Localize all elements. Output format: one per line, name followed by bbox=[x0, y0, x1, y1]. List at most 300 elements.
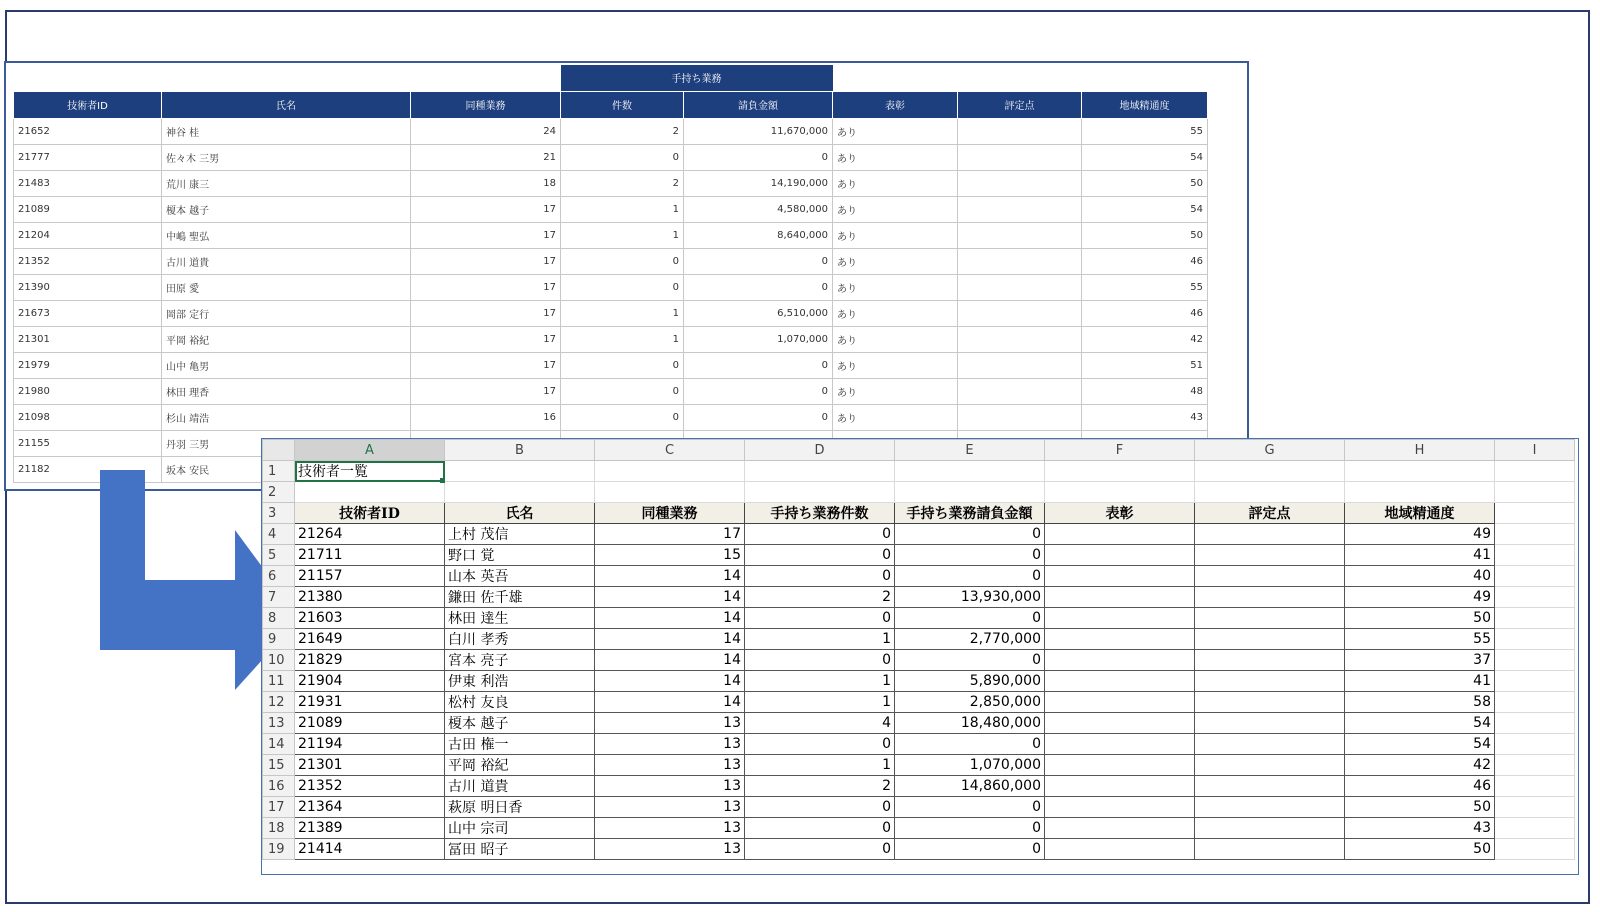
report-cell: 中嶋 聖弘 bbox=[162, 222, 411, 248]
report-column-header[interactable]: 評定点 bbox=[958, 91, 1082, 118]
cell[interactable]: 宮本 亮子 bbox=[445, 650, 595, 671]
report-cell: あり bbox=[833, 248, 958, 274]
row-header[interactable]: 4 bbox=[263, 524, 295, 545]
cell[interactable] bbox=[1495, 839, 1575, 860]
cell[interactable]: 13 bbox=[595, 734, 745, 755]
cell[interactable]: 50 bbox=[1345, 839, 1495, 860]
excel-data-row bbox=[263, 755, 1575, 776]
cell[interactable] bbox=[1195, 608, 1345, 629]
report-column-header[interactable]: 請負金額 bbox=[684, 91, 833, 118]
report-cell: 24 bbox=[411, 118, 561, 144]
cell[interactable]: 58 bbox=[1345, 692, 1495, 713]
report-cell: 43 bbox=[1082, 404, 1208, 430]
report-cell: 21098 bbox=[14, 404, 162, 430]
cell[interactable] bbox=[1045, 797, 1195, 818]
report-column-header[interactable]: 氏名 bbox=[162, 91, 411, 118]
cell-a1-title[interactable]: 技術者一覧 bbox=[295, 461, 445, 482]
cell[interactable] bbox=[1045, 776, 1195, 797]
report-cell: 17 bbox=[411, 352, 561, 378]
cell[interactable] bbox=[1195, 692, 1345, 713]
report-cell: 17 bbox=[411, 378, 561, 404]
cell[interactable]: 13 bbox=[595, 839, 745, 860]
row-header[interactable]: 15 bbox=[263, 755, 295, 776]
report-cell: 21483 bbox=[14, 170, 162, 196]
report-cell: 16 bbox=[411, 404, 561, 430]
report-cell: 山中 亀男 bbox=[162, 352, 411, 378]
cell[interactable]: 21364 bbox=[295, 797, 445, 818]
cell[interactable] bbox=[1495, 482, 1575, 503]
report-cell: 0 bbox=[684, 378, 833, 404]
report-cell: 17 bbox=[411, 196, 561, 222]
cell[interactable] bbox=[1345, 482, 1495, 503]
report-column-header[interactable]: 同種業務 bbox=[411, 91, 561, 118]
cell[interactable]: 0 bbox=[895, 734, 1045, 755]
report-cell: 17 bbox=[411, 248, 561, 274]
report-cell: 神谷 桂 bbox=[162, 118, 411, 144]
cell[interactable]: 41 bbox=[1345, 545, 1495, 566]
report-cell: 4,580,000 bbox=[684, 196, 833, 222]
cell[interactable] bbox=[1495, 545, 1575, 566]
row-header[interactable]: 11 bbox=[263, 671, 295, 692]
report-cell: 21673 bbox=[14, 300, 162, 326]
cell[interactable]: 上村 茂信 bbox=[445, 524, 595, 545]
cell[interactable]: 14 bbox=[595, 629, 745, 650]
cell[interactable] bbox=[1045, 692, 1195, 713]
report-cell: あり bbox=[833, 274, 958, 300]
column-header-i[interactable]: I bbox=[1495, 440, 1575, 461]
cell[interactable]: 14,860,000 bbox=[895, 776, 1045, 797]
cell[interactable]: 54 bbox=[1345, 734, 1495, 755]
report-cell: 0 bbox=[561, 144, 684, 170]
excel-data-row bbox=[263, 587, 1575, 608]
cell[interactable] bbox=[1495, 503, 1575, 524]
cell[interactable] bbox=[1045, 734, 1195, 755]
excel-data-row bbox=[263, 776, 1575, 797]
cell[interactable]: 0 bbox=[895, 545, 1045, 566]
cell[interactable]: 55 bbox=[1345, 629, 1495, 650]
excel-row-1 bbox=[263, 461, 1575, 482]
cell[interactable]: 21089 bbox=[295, 713, 445, 734]
column-header-e[interactable]: E bbox=[895, 440, 1045, 461]
cell[interactable]: 21649 bbox=[295, 629, 445, 650]
cell[interactable]: 0 bbox=[895, 818, 1045, 839]
report-cell: 0 bbox=[684, 404, 833, 430]
cell[interactable]: 46 bbox=[1345, 776, 1495, 797]
report-cell: あり bbox=[833, 196, 958, 222]
cell[interactable]: 山中 宗司 bbox=[445, 818, 595, 839]
row-header[interactable]: 1 bbox=[263, 461, 295, 482]
cell[interactable]: 21414 bbox=[295, 839, 445, 860]
excel-column-title[interactable]: 手持ち業務件数 bbox=[745, 503, 895, 524]
report-cell: あり bbox=[833, 404, 958, 430]
report-cell: 46 bbox=[1082, 248, 1208, 274]
cell[interactable]: 0 bbox=[745, 797, 895, 818]
cell[interactable]: 2,850,000 bbox=[895, 692, 1045, 713]
cell[interactable]: 50 bbox=[1345, 608, 1495, 629]
cell[interactable] bbox=[1495, 524, 1575, 545]
cell[interactable]: 14 bbox=[595, 608, 745, 629]
cell[interactable] bbox=[1495, 713, 1575, 734]
cell[interactable]: 17 bbox=[595, 524, 745, 545]
report-cell: 0 bbox=[684, 274, 833, 300]
cell[interactable]: 1 bbox=[745, 755, 895, 776]
cell[interactable]: 21352 bbox=[295, 776, 445, 797]
cell[interactable]: 鎌田 佐千雄 bbox=[445, 587, 595, 608]
cell[interactable] bbox=[1195, 587, 1345, 608]
report-cell: 21390 bbox=[14, 274, 162, 300]
cell[interactable]: 21904 bbox=[295, 671, 445, 692]
cell[interactable] bbox=[1495, 671, 1575, 692]
cell[interactable]: 13 bbox=[595, 797, 745, 818]
report-cell: 0 bbox=[684, 144, 833, 170]
cell[interactable]: 40 bbox=[1345, 566, 1495, 587]
report-cell: 榎本 越子 bbox=[162, 196, 411, 222]
report-cell: 50 bbox=[1082, 170, 1208, 196]
row-header[interactable]: 16 bbox=[263, 776, 295, 797]
cell[interactable] bbox=[1045, 755, 1195, 776]
report-cell: 17 bbox=[411, 326, 561, 352]
cell[interactable]: 21931 bbox=[295, 692, 445, 713]
report-cell: 2 bbox=[561, 118, 684, 144]
cell[interactable] bbox=[1195, 482, 1345, 503]
report-cell: 21980 bbox=[14, 378, 162, 404]
cell[interactable]: 2 bbox=[745, 587, 895, 608]
cell[interactable]: 42 bbox=[1345, 755, 1495, 776]
cell[interactable]: 0 bbox=[745, 839, 895, 860]
excel-column-title[interactable]: 手持ち業務請負金額 bbox=[895, 503, 1045, 524]
cell[interactable] bbox=[1045, 839, 1195, 860]
report-column-header[interactable]: 技術者ID bbox=[14, 91, 162, 118]
cell[interactable] bbox=[1045, 671, 1195, 692]
cell[interactable] bbox=[895, 482, 1045, 503]
cell[interactable] bbox=[1045, 566, 1195, 587]
cell[interactable] bbox=[295, 482, 445, 503]
report-cell: 21182 bbox=[14, 456, 162, 482]
cell[interactable] bbox=[1495, 608, 1575, 629]
report-cell: あり bbox=[833, 118, 958, 144]
cell[interactable] bbox=[1195, 713, 1345, 734]
column-header-f[interactable]: F bbox=[1045, 440, 1195, 461]
cell[interactable]: 15 bbox=[595, 545, 745, 566]
column-header-g[interactable]: G bbox=[1195, 440, 1345, 461]
report-cell: あり bbox=[833, 144, 958, 170]
cell[interactable] bbox=[1195, 839, 1345, 860]
cell[interactable] bbox=[1495, 566, 1575, 587]
column-header-h[interactable]: H bbox=[1345, 440, 1495, 461]
report-cell: 6,510,000 bbox=[684, 300, 833, 326]
excel-row-2 bbox=[263, 482, 1575, 503]
report-cell: 17 bbox=[411, 222, 561, 248]
cell[interactable] bbox=[1495, 650, 1575, 671]
excel-data-row bbox=[263, 713, 1575, 734]
row-header[interactable]: 9 bbox=[263, 629, 295, 650]
excel-data-row bbox=[263, 671, 1575, 692]
row-header[interactable]: 3 bbox=[263, 503, 295, 524]
cell[interactable]: 萩原 明日香 bbox=[445, 797, 595, 818]
cell[interactable] bbox=[895, 461, 1045, 482]
cell[interactable]: 50 bbox=[1345, 797, 1495, 818]
cell[interactable] bbox=[1195, 797, 1345, 818]
excel-column-title[interactable]: 氏名 bbox=[445, 503, 595, 524]
report-cell: 21352 bbox=[14, 248, 162, 274]
excel-column-title[interactable]: 同種業務 bbox=[595, 503, 745, 524]
cell[interactable]: 21711 bbox=[295, 545, 445, 566]
cell[interactable] bbox=[1195, 650, 1345, 671]
row-header[interactable]: 10 bbox=[263, 650, 295, 671]
cell[interactable] bbox=[1495, 797, 1575, 818]
cell[interactable] bbox=[1045, 818, 1195, 839]
report-cell: 42 bbox=[1082, 326, 1208, 352]
cell[interactable] bbox=[1195, 524, 1345, 545]
report-cell: 51 bbox=[1082, 352, 1208, 378]
cell[interactable]: 0 bbox=[895, 839, 1045, 860]
cell[interactable]: 5,890,000 bbox=[895, 671, 1045, 692]
cell[interactable] bbox=[1195, 461, 1345, 482]
cell[interactable]: 21301 bbox=[295, 755, 445, 776]
cell[interactable]: 古田 権一 bbox=[445, 734, 595, 755]
row-header[interactable]: 7 bbox=[263, 587, 295, 608]
excel-data-row bbox=[263, 524, 1575, 545]
column-header-a[interactable]: A bbox=[295, 440, 445, 461]
report-cell: 46 bbox=[1082, 300, 1208, 326]
report-column-header[interactable]: 地域精通度 bbox=[1082, 91, 1208, 118]
spreadsheet-grid bbox=[262, 439, 1575, 860]
cell[interactable] bbox=[1195, 671, 1345, 692]
row-header[interactable]: 8 bbox=[263, 608, 295, 629]
cell[interactable]: 古川 道貴 bbox=[445, 776, 595, 797]
cell[interactable]: 山本 英吾 bbox=[445, 566, 595, 587]
cell[interactable]: 0 bbox=[895, 566, 1045, 587]
cell[interactable] bbox=[1495, 755, 1575, 776]
cell[interactable] bbox=[745, 482, 895, 503]
cell[interactable]: 0 bbox=[745, 650, 895, 671]
fill-handle[interactable] bbox=[440, 478, 445, 483]
cell[interactable] bbox=[1045, 587, 1195, 608]
excel-header-row bbox=[263, 503, 1575, 524]
cell[interactable]: 白川 孝秀 bbox=[445, 629, 595, 650]
report-cell: 0 bbox=[561, 378, 684, 404]
report-cell: 0 bbox=[561, 404, 684, 430]
report-group-header: 手持ち業務 bbox=[561, 65, 833, 91]
report-cell: 1 bbox=[561, 300, 684, 326]
report-cell: 岡部 定行 bbox=[162, 300, 411, 326]
cell[interactable] bbox=[1195, 734, 1345, 755]
cell[interactable]: 21264 bbox=[295, 524, 445, 545]
cell[interactable]: 54 bbox=[1345, 713, 1495, 734]
report-cell: 2 bbox=[561, 170, 684, 196]
cell[interactable]: 0 bbox=[895, 608, 1045, 629]
report-cell: 林田 理香 bbox=[162, 378, 411, 404]
cell[interactable]: 0 bbox=[745, 566, 895, 587]
cell[interactable] bbox=[1195, 818, 1345, 839]
report-cell: 55 bbox=[1082, 118, 1208, 144]
cell[interactable] bbox=[1045, 608, 1195, 629]
cell[interactable]: 13,930,000 bbox=[895, 587, 1045, 608]
cell[interactable]: 4 bbox=[745, 713, 895, 734]
cell[interactable] bbox=[595, 461, 745, 482]
cell[interactable]: 伊東 利浩 bbox=[445, 671, 595, 692]
cell[interactable]: 2,770,000 bbox=[895, 629, 1045, 650]
report-cell: 18 bbox=[411, 170, 561, 196]
report-cell: 14,190,000 bbox=[684, 170, 833, 196]
report-cell: 0 bbox=[684, 352, 833, 378]
cell[interactable]: 21603 bbox=[295, 608, 445, 629]
cell[interactable] bbox=[1195, 776, 1345, 797]
excel-data-row bbox=[263, 650, 1575, 671]
cell[interactable]: 21157 bbox=[295, 566, 445, 587]
excel-data-row bbox=[263, 608, 1575, 629]
cell[interactable] bbox=[1495, 776, 1575, 797]
cell[interactable]: 平岡 裕紀 bbox=[445, 755, 595, 776]
cell[interactable]: 1 bbox=[745, 671, 895, 692]
cell[interactable]: 37 bbox=[1345, 650, 1495, 671]
excel-data-row bbox=[263, 545, 1575, 566]
cell[interactable] bbox=[745, 461, 895, 482]
cell[interactable] bbox=[1195, 566, 1345, 587]
cell[interactable]: 41 bbox=[1345, 671, 1495, 692]
excel-window[interactable] bbox=[261, 438, 1579, 875]
cell[interactable] bbox=[1345, 461, 1495, 482]
report-column-header[interactable]: 表彰 bbox=[833, 91, 958, 118]
cell[interactable] bbox=[1495, 587, 1575, 608]
cell[interactable] bbox=[1495, 734, 1575, 755]
cell[interactable] bbox=[1045, 650, 1195, 671]
row-header[interactable]: 19 bbox=[263, 839, 295, 860]
cell[interactable] bbox=[1495, 629, 1575, 650]
row-header[interactable]: 6 bbox=[263, 566, 295, 587]
excel-data-row bbox=[263, 818, 1575, 839]
cell[interactable]: 冨田 昭子 bbox=[445, 839, 595, 860]
report-cell: 21 bbox=[411, 144, 561, 170]
cell[interactable] bbox=[595, 482, 745, 503]
cell[interactable]: 2 bbox=[745, 776, 895, 797]
row-header[interactable]: 12 bbox=[263, 692, 295, 713]
report-column-header[interactable]: 件数 bbox=[561, 91, 684, 118]
cell[interactable] bbox=[1495, 818, 1575, 839]
report-cell: 21979 bbox=[14, 352, 162, 378]
cell[interactable] bbox=[1045, 461, 1195, 482]
cell[interactable] bbox=[1495, 692, 1575, 713]
report-cell: 坂本 安民 bbox=[162, 456, 411, 482]
cell[interactable]: 14 bbox=[595, 566, 745, 587]
cell[interactable] bbox=[445, 482, 595, 503]
cell[interactable]: 0 bbox=[745, 608, 895, 629]
report-cell: 11,670,000 bbox=[684, 118, 833, 144]
cell[interactable] bbox=[1195, 545, 1345, 566]
cell[interactable]: 43 bbox=[1345, 818, 1495, 839]
cell[interactable] bbox=[1045, 629, 1195, 650]
report-cell: 55 bbox=[1082, 274, 1208, 300]
report-cell: 48 bbox=[1082, 378, 1208, 404]
row-header[interactable]: 13 bbox=[263, 713, 295, 734]
report-cell: 1 bbox=[561, 222, 684, 248]
report-cell: 0 bbox=[684, 248, 833, 274]
column-header-d[interactable]: D bbox=[745, 440, 895, 461]
cell[interactable]: 13 bbox=[595, 818, 745, 839]
cell[interactable]: 14 bbox=[595, 692, 745, 713]
cell[interactable] bbox=[1045, 524, 1195, 545]
cell[interactable]: 21380 bbox=[295, 587, 445, 608]
cell[interactable]: 49 bbox=[1345, 587, 1495, 608]
cell[interactable]: 1,070,000 bbox=[895, 755, 1045, 776]
cell[interactable] bbox=[1495, 461, 1575, 482]
cell[interactable] bbox=[1195, 755, 1345, 776]
cell[interactable]: 野口 覚 bbox=[445, 545, 595, 566]
report-cell: 荒川 康三 bbox=[162, 170, 411, 196]
cell[interactable]: 0 bbox=[745, 818, 895, 839]
excel-column-title[interactable]: 表彰 bbox=[1045, 503, 1195, 524]
cell[interactable]: 0 bbox=[895, 524, 1045, 545]
cell[interactable] bbox=[1045, 713, 1195, 734]
row-header[interactable]: 5 bbox=[263, 545, 295, 566]
report-cell: 17 bbox=[411, 300, 561, 326]
select-all-corner[interactable] bbox=[263, 440, 295, 461]
cell[interactable] bbox=[1045, 482, 1195, 503]
report-cell: あり bbox=[833, 326, 958, 352]
row-header[interactable]: 17 bbox=[263, 797, 295, 818]
report-cell: 0 bbox=[561, 248, 684, 274]
cell[interactable]: 13 bbox=[595, 713, 745, 734]
row-header[interactable]: 2 bbox=[263, 482, 295, 503]
row-header[interactable]: 18 bbox=[263, 818, 295, 839]
excel-column-title[interactable]: 評定点 bbox=[1195, 503, 1345, 524]
report-cell: 丹羽 三男 bbox=[162, 430, 411, 456]
cell[interactable]: 21389 bbox=[295, 818, 445, 839]
cell[interactable]: 林田 達生 bbox=[445, 608, 595, 629]
cell[interactable]: 0 bbox=[745, 545, 895, 566]
cell[interactable]: 14 bbox=[595, 671, 745, 692]
column-header-c[interactable]: C bbox=[595, 440, 745, 461]
cell[interactable]: 松村 友良 bbox=[445, 692, 595, 713]
report-cell: 古川 道貴 bbox=[162, 248, 411, 274]
report-cell: 21155 bbox=[14, 430, 162, 456]
report-cell: 杉山 靖浩 bbox=[162, 404, 411, 430]
cell[interactable]: 0 bbox=[895, 650, 1045, 671]
excel-column-title[interactable]: 技術者ID bbox=[295, 503, 445, 524]
cell[interactable]: 0 bbox=[745, 734, 895, 755]
report-cell: 21204 bbox=[14, 222, 162, 248]
cell[interactable]: 榎本 越子 bbox=[445, 713, 595, 734]
cell[interactable]: 13 bbox=[595, 776, 745, 797]
cell[interactable] bbox=[445, 461, 595, 482]
row-header[interactable]: 14 bbox=[263, 734, 295, 755]
cell[interactable]: 13 bbox=[595, 755, 745, 776]
cell[interactable]: 21829 bbox=[295, 650, 445, 671]
excel-data-row bbox=[263, 692, 1575, 713]
report-cell: あり bbox=[833, 300, 958, 326]
column-header-b[interactable]: B bbox=[445, 440, 595, 461]
report-cell: 平岡 裕紀 bbox=[162, 326, 411, 352]
cell[interactable]: 14 bbox=[595, 650, 745, 671]
cell[interactable] bbox=[1195, 629, 1345, 650]
report-cell: 21777 bbox=[14, 144, 162, 170]
cell[interactable]: 49 bbox=[1345, 524, 1495, 545]
cell[interactable]: 21194 bbox=[295, 734, 445, 755]
cell[interactable]: 1 bbox=[745, 692, 895, 713]
cell[interactable]: 18,480,000 bbox=[895, 713, 1045, 734]
excel-column-title[interactable]: 地域精通度 bbox=[1345, 503, 1495, 524]
report-cell: 佐々木 三男 bbox=[162, 144, 411, 170]
cell[interactable]: 1 bbox=[745, 629, 895, 650]
cell[interactable]: 0 bbox=[745, 524, 895, 545]
report-cell: 1 bbox=[561, 196, 684, 222]
excel-data-row bbox=[263, 629, 1575, 650]
cell[interactable]: 14 bbox=[595, 587, 745, 608]
cell[interactable]: 0 bbox=[895, 797, 1045, 818]
report-cell: あり bbox=[833, 222, 958, 248]
cell[interactable] bbox=[1045, 545, 1195, 566]
excel-data-row bbox=[263, 566, 1575, 587]
